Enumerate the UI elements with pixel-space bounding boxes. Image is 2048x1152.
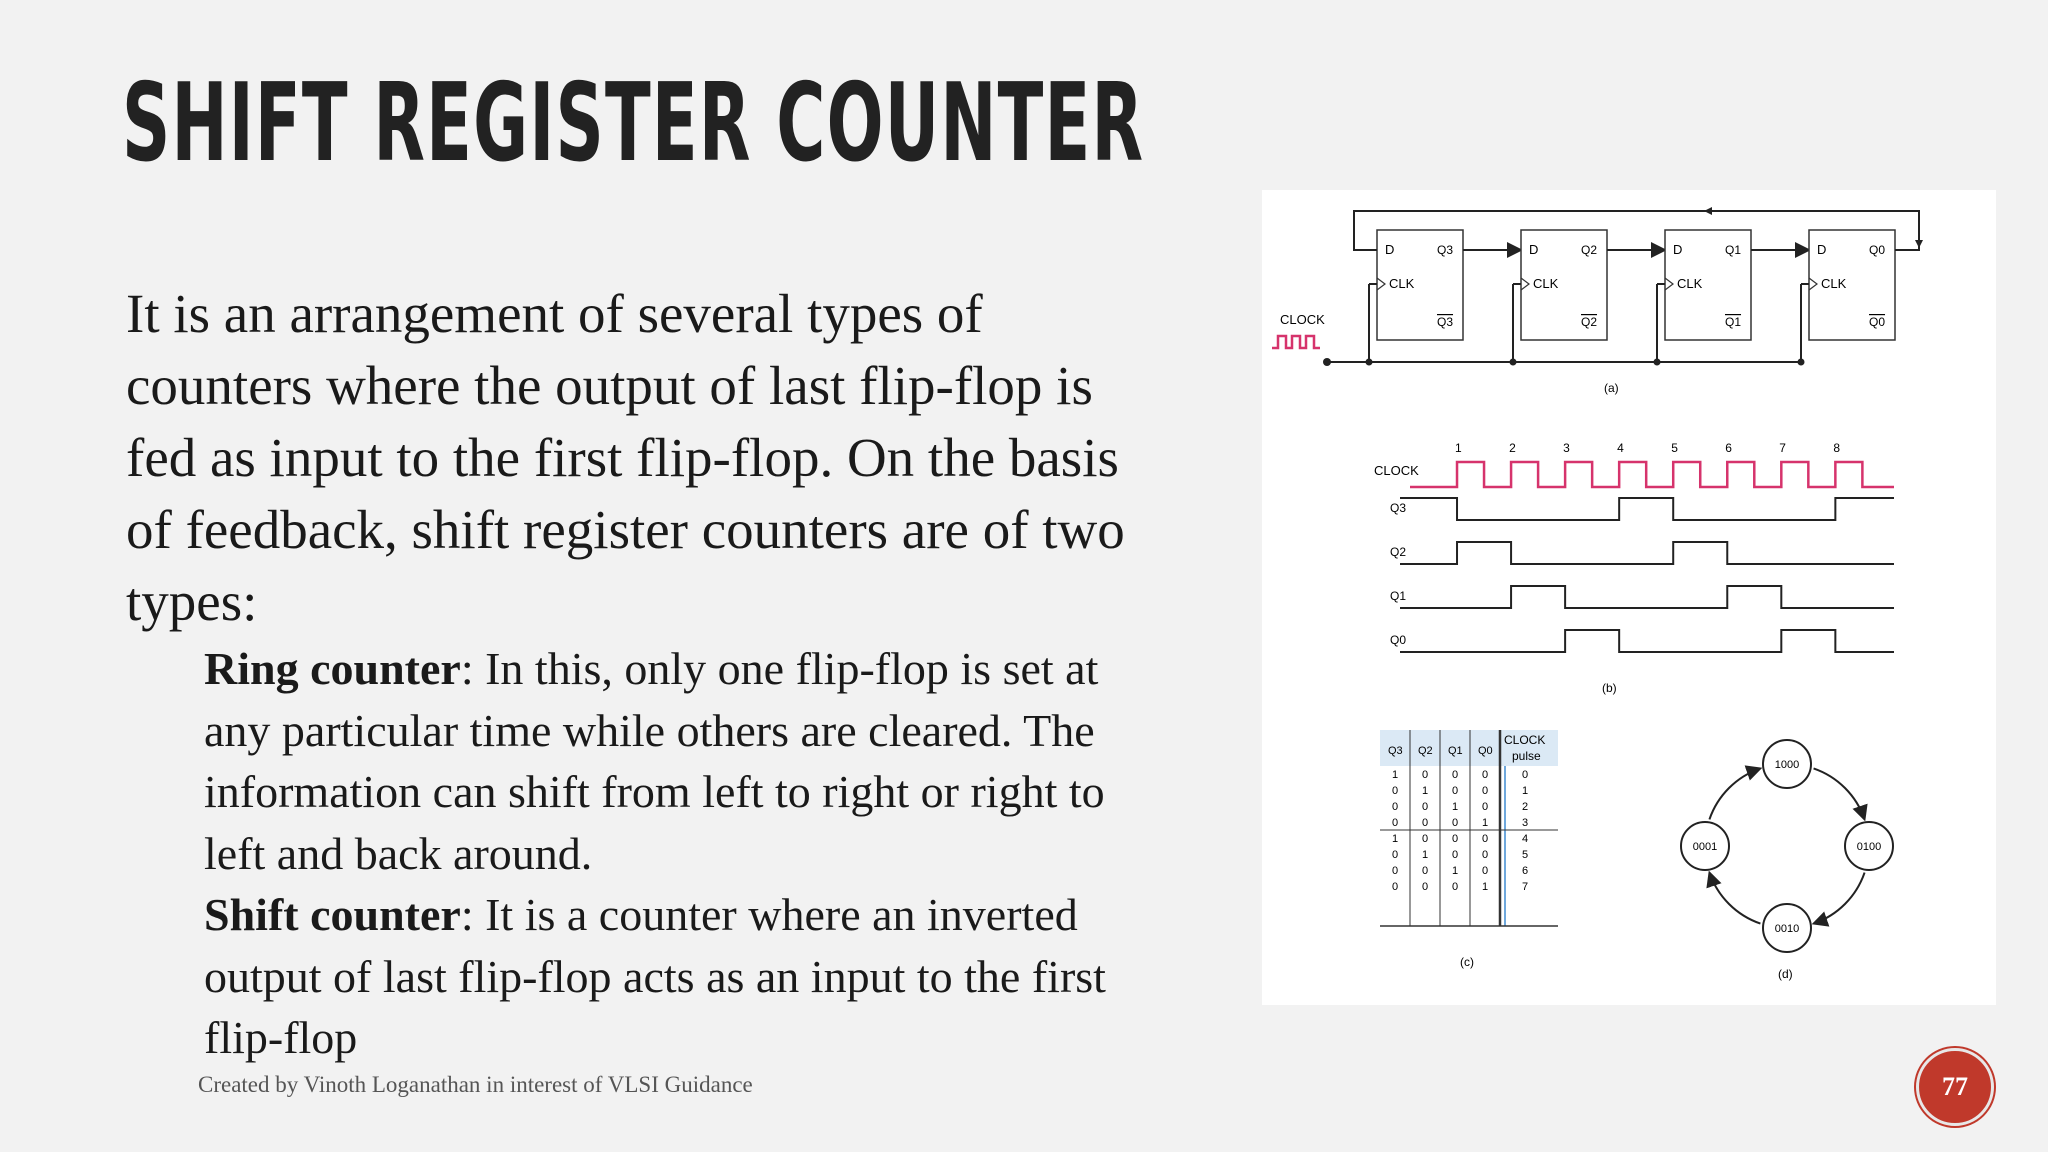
state-label: 0010 xyxy=(1774,923,1800,935)
ff-clk-label: CLK xyxy=(1821,276,1847,291)
table-cell: 0 xyxy=(1392,849,1399,861)
feedback-arrow xyxy=(1704,207,1712,215)
table-cell: 0 xyxy=(1422,881,1429,893)
state-label: 1000 xyxy=(1774,759,1800,771)
table-cell: 0 xyxy=(1422,865,1429,877)
table-cell: 0 xyxy=(1422,769,1429,781)
table-cell: 0 xyxy=(1452,769,1459,781)
state-transition-arrow xyxy=(1709,768,1760,819)
bullet-term: Ring counter xyxy=(204,643,461,694)
table-cell: 1 xyxy=(1522,785,1529,797)
table-header: Q3 xyxy=(1388,745,1403,757)
signal-label: Q1 xyxy=(1390,589,1407,603)
table-clock-header: pulse xyxy=(1512,749,1541,763)
pulse-number: 5 xyxy=(1671,441,1678,455)
state-transition-arrow xyxy=(1814,768,1865,819)
table-cell: 5 xyxy=(1522,849,1529,861)
caption-d: (d) xyxy=(1778,967,1793,981)
table-cell: 0 xyxy=(1392,801,1399,813)
ff-clk-label: CLK xyxy=(1677,276,1703,291)
ff-clk-label: CLK xyxy=(1389,276,1415,291)
signal-label: Q2 xyxy=(1390,545,1407,559)
table-cell: 0 xyxy=(1452,833,1459,845)
figure-svg xyxy=(1262,190,1996,1005)
pulse-number: 4 xyxy=(1617,441,1624,455)
table-header: Q1 xyxy=(1448,745,1463,757)
pulse-number: 2 xyxy=(1509,441,1516,455)
table-cell: 0 xyxy=(1392,881,1399,893)
table-header: Q0 xyxy=(1478,745,1493,757)
table-cell: 1 xyxy=(1392,769,1399,781)
ring-counter-figure xyxy=(1262,190,1996,1005)
state-table xyxy=(1380,730,1558,969)
signal-label: Q0 xyxy=(1390,633,1407,647)
table-cell: 1 xyxy=(1452,801,1459,813)
ff-d-label: D xyxy=(1817,242,1827,257)
table-cell: 0 xyxy=(1452,849,1459,861)
ff-qbar-label: Q0 xyxy=(1869,315,1886,329)
table-cell: 4 xyxy=(1522,833,1529,845)
state-diagram xyxy=(1681,740,1893,981)
table-cell: 1 xyxy=(1392,833,1399,845)
table-cell: 0 xyxy=(1422,833,1429,845)
bullet-ring-counter xyxy=(204,638,1126,884)
ff-q-label: Q0 xyxy=(1869,243,1886,257)
ff-q-label: Q2 xyxy=(1581,243,1598,257)
table-cell: 0 xyxy=(1422,801,1429,813)
pulse-number: 7 xyxy=(1779,441,1786,455)
footer-credit: Created by Vinoth Loganathan in interest of VLSI Guidance xyxy=(198,1072,753,1097)
caption-a: (a) xyxy=(1604,381,1619,395)
table-cell: 0 xyxy=(1452,817,1459,829)
table-cell: 0 xyxy=(1522,769,1529,781)
timing-diagram xyxy=(1374,441,1894,695)
ff-d-label: D xyxy=(1385,242,1395,257)
table-cell: 0 xyxy=(1482,769,1489,781)
table-cell: 6 xyxy=(1522,865,1529,877)
table-cell: 7 xyxy=(1522,881,1529,893)
state-transition-arrow xyxy=(1709,873,1760,924)
state-label: 0001 xyxy=(1692,841,1718,853)
clock-label: CLOCK xyxy=(1280,312,1325,327)
bullet-term: Shift counter xyxy=(204,889,461,940)
circuit-diagram xyxy=(1272,207,1923,395)
page-number-badge: 77 xyxy=(1916,1048,1994,1126)
signal-waveform xyxy=(1400,630,1894,652)
signal-waveform xyxy=(1400,542,1894,564)
slide-body xyxy=(126,278,1126,1069)
table-cell: 1 xyxy=(1482,817,1489,829)
bullet-shift-counter xyxy=(204,884,1126,1069)
bullet-text: : It is a counter where an inverted output of last flip-flop acts as an input to the first flip-flop xyxy=(204,889,1106,1063)
table-cell: 0 xyxy=(1392,865,1399,877)
table-cell: 0 xyxy=(1482,833,1489,845)
ff-q-label: Q1 xyxy=(1725,243,1742,257)
bullet-text: : In this, only one flip-flop is set at any particular time while others are cleared. The information can shift from left to right or right to left and back around. xyxy=(204,643,1105,879)
table-header: Q2 xyxy=(1418,745,1433,757)
table-cell: 3 xyxy=(1522,817,1529,829)
ff-qbar-label: Q1 xyxy=(1725,315,1742,329)
ff-d-label: D xyxy=(1673,242,1683,257)
signal-waveform xyxy=(1400,586,1894,608)
signal-waveform xyxy=(1400,498,1894,520)
table-cell: 1 xyxy=(1422,785,1429,797)
table-cell: 1 xyxy=(1422,849,1429,861)
pulse-number: 3 xyxy=(1563,441,1570,455)
ff-qbar-label: Q2 xyxy=(1581,315,1598,329)
table-cell: 1 xyxy=(1452,865,1459,877)
state-label: 0100 xyxy=(1856,841,1882,853)
table-cell: 2 xyxy=(1522,801,1529,813)
ff-d-label: D xyxy=(1529,242,1539,257)
table-cell: 0 xyxy=(1422,817,1429,829)
feedback-arrow xyxy=(1915,240,1923,248)
caption-c: (c) xyxy=(1460,955,1474,969)
clock-input-dot xyxy=(1323,358,1331,366)
pulse-number: 1 xyxy=(1455,441,1462,455)
table-cell: 0 xyxy=(1452,785,1459,797)
clock-symbol xyxy=(1272,336,1320,348)
timing-clock-label: CLOCK xyxy=(1374,463,1419,478)
slide-title: SHIFT REGISTER COUNTER xyxy=(122,61,1145,186)
signal-label: Q3 xyxy=(1390,501,1407,515)
table-cell: 0 xyxy=(1482,849,1489,861)
ff-q-label: Q3 xyxy=(1437,243,1454,257)
table-clock-header: CLOCK xyxy=(1504,733,1546,747)
table-cell: 0 xyxy=(1482,865,1489,877)
clock-waveform xyxy=(1410,462,1894,487)
pulse-number: 8 xyxy=(1833,441,1841,455)
pulse-number: 6 xyxy=(1725,441,1732,455)
caption-b: (b) xyxy=(1602,681,1617,695)
table-cell: 0 xyxy=(1392,817,1399,829)
table-cell: 0 xyxy=(1392,785,1399,797)
table-cell: 0 xyxy=(1452,881,1459,893)
table-cell: 1 xyxy=(1482,881,1489,893)
table-cell: 0 xyxy=(1482,785,1489,797)
table-cell: 0 xyxy=(1482,801,1489,813)
state-transition-arrow xyxy=(1814,873,1865,924)
intro-paragraph: It is an arrangement of several types of counters where the output of last flip-flop is fed as input to the first flip-flop. On the basis of feedback, shift register counters are of two types: xyxy=(126,283,1125,632)
ff-qbar-label: Q3 xyxy=(1437,315,1454,329)
ff-clk-label: CLK xyxy=(1533,276,1559,291)
